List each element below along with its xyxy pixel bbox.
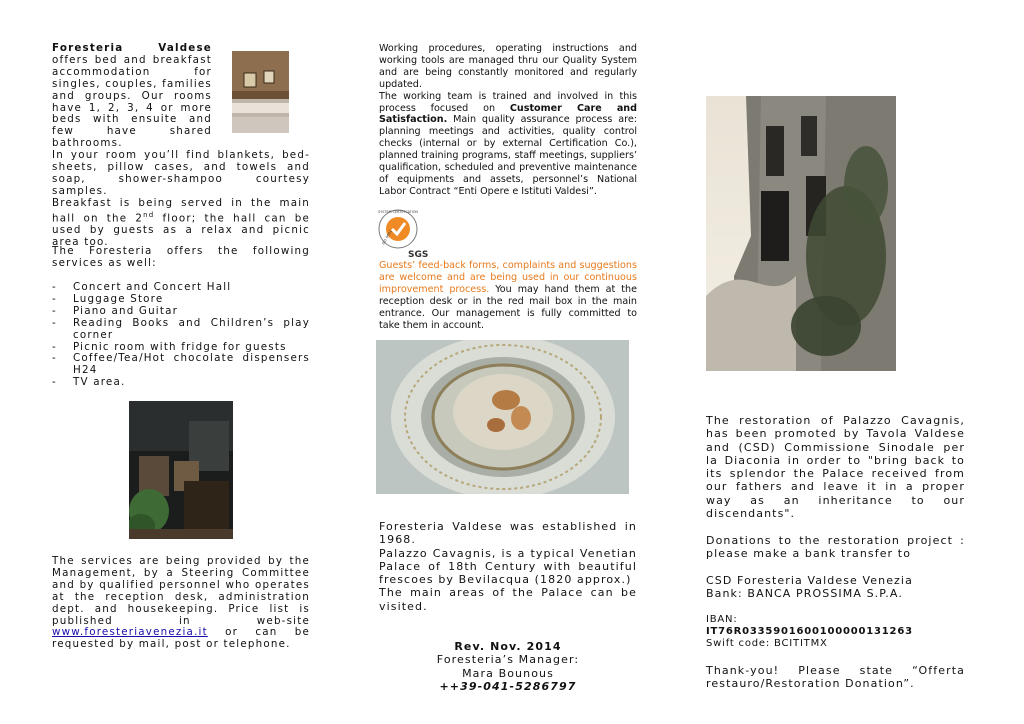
management-text-a: The services are being provided by the Management, by a Steering Committee and by qualified personnel who operates at the reception desk, administration dept. and housekeeping. Price list is published in web-site [52,555,310,627]
services-intro-text: The Foresteria offers the following services as well: [52,245,310,269]
restoration-block [706,414,965,520]
bank-text: Bank: BANCA PROSSIMA S.P.A. [706,587,903,601]
cert-iso-text: ISO 9001 [381,229,394,246]
contact-block [379,640,637,693]
donations-text: Donations to the restoration project : please make a bank transfer to [706,534,965,561]
thanks-text: Thank-you! Please state “Offerta restauro/Restoration Donation”. [706,664,965,691]
team-text-b: Main quality assurance process are: planning meetings and activities, quality control checks (internal or by external Certification Co.), planned training programs, staff meetings, suppliers’ qualification, scheduled and preventive maintenance of equipments and assets, personnel’s National Labor Contract “Enti Opere e Istituti Valdesi”. [379,114,637,197]
manager-name: Mara Bounous [462,666,554,680]
room-paragraph [52,150,310,198]
donations-block [706,534,965,561]
list-item: - Luggage Store [52,292,164,305]
list-item: - Reading Books and Children’s play corner [52,316,310,341]
quality-text: Working procedures, operating instructions and working tools are managed thru our Quality System and are being constantly monitored and regularly updated. [379,43,637,90]
areas-text: The main areas of the Palace can be visited. [379,586,637,613]
room-photo [232,51,289,133]
phone-number: ++39-041-5286797 [439,679,577,693]
thanks-block [706,664,965,691]
list-item: - Picnic room with fridge for guests [52,340,287,353]
beneficiary-text: CSD Foresteria Valdese Venezia [706,574,913,587]
fresco-photo [376,340,629,494]
feedback-block [379,260,637,331]
iban-block [706,614,965,651]
hall-photo [129,401,233,539]
iban-label: IBAN: [706,614,738,625]
management-text-b: or can be requested by mail, post or telephone. [52,626,310,651]
established-text: Foresteria Valdese was established in 1968. [379,520,637,547]
breakfast-paragraph [52,198,310,249]
history-block [379,520,637,613]
feedback-orange-text: Guests’ feed-back forms, complaints and suggestions are welcome and are being used in our continuous improvement process. [379,260,637,295]
services-list [52,282,310,389]
manager-label: Foresteria’s Manager: [436,653,580,667]
intro-block [52,43,212,150]
services-intro [52,246,310,270]
swift-code: Swift code: BCITITMX [706,638,828,650]
quality-block [379,43,637,198]
iban-value: IT76R0335901600100000131263 [706,626,913,638]
list-item: - Piano and Guitar [52,304,179,317]
intro-text: offers bed and breakfast accommodation for singles, couples, families and groups. Our rooms have 1, 2, 3, 4 or more beds with ensuite and few have shared bathrooms. [52,53,212,150]
palace-text: Palazzo Cavagnis, is a typical Venetian Palace of 18th Century with beautiful frescoes by Bevilacqua (1820 approx.) [379,546,637,587]
restoration-text: The restoration of Palazzo Cavagnis, has been promoted by Tavola Valdese and (CSD) Commissione Sinodale per la Diaconia in order to "bring back to its splendor the Palace received from our fathers and leave it in a proper way as an inheritance to our discendants". [706,414,965,521]
revision-label: Rev. Nov. 2014 [454,640,562,653]
intro-title: Foresteria Valdese [52,42,212,54]
list-item: - Coffee/Tea/Hot chocolate dispensers H24 [52,352,310,377]
sgs-certification-logo [378,207,434,259]
palace-photo [706,96,896,371]
bank-block [706,574,965,601]
breakfast-text-a: Breakfast is being served in the main hall on the 2 [52,197,310,225]
team-text-bold: Customer Care and Satisfaction. [379,102,637,126]
list-item: - TV area. [52,376,126,389]
room-text: In your room you’ll find blankets, bed-sheets, pillow cases, and towels and soap, shower-shampoo courtesy samples. [52,149,310,197]
management-paragraph [52,556,310,651]
list-item: - Concert and Concert Hall [52,281,232,293]
breakfast-text-b: floor; the hall can be used by guests as a relax and picnic area too. [52,212,310,249]
feedback-text: You may hand them at the reception desk or in the red mail box in the main entrance. Our management is fully committed to take them in account. [379,283,637,331]
cert-ring-text: SYSTEM CERTIFICATION [378,210,418,214]
sgs-logo-text: SGS [408,250,429,259]
website-link[interactable]: www.foresteriavenezia.it [52,626,208,639]
team-text-a: The working team is trained and involved in this process focused on [379,90,637,114]
breakfast-sup: nd [143,210,155,219]
